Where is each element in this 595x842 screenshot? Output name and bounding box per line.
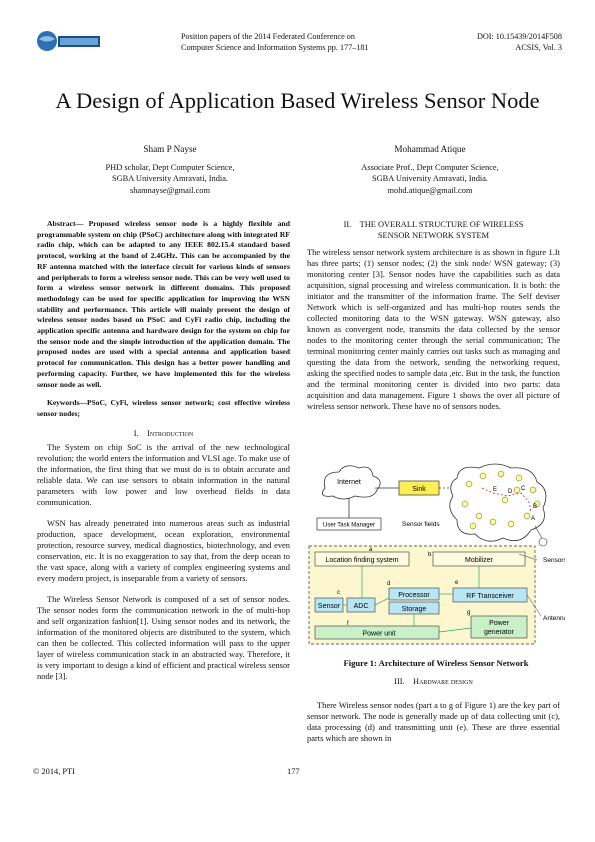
header-doi: DOI: 10.15439/2014F508 ACSIS, Vol. 3 — [476, 32, 562, 52]
hardware-body — [307, 700, 560, 744]
figure-caption: Figure 1: Architecture of Wireless Sensor Network — [343, 658, 529, 668]
publisher-logo — [36, 30, 102, 52]
sensors-label: Sensors — [543, 557, 565, 564]
author-2 — [300, 144, 560, 196]
section-heading-hardware: III. Hardware design — [394, 677, 473, 686]
author-affiliation: Associate Prof., Dept Computer Science, — [361, 162, 499, 172]
introduction-body — [37, 442, 290, 682]
svg-text:f: f — [347, 621, 349, 627]
svg-text:generator: generator — [484, 629, 514, 636]
paper-title: A Design of Application Based Wireless Sensor Node — [55, 88, 540, 113]
svg-text:a: a — [369, 547, 373, 553]
svg-text:RF Transceiver: RF Transceiver — [466, 593, 514, 600]
paragraph: WSN has already penetrated into numerous areas such as industrial production, space development, ocean exploration, environmental protection, resource survey, medical diagnostics, biotechnology, and even conservation, etc. It is no exaggeration to say that, from the deep ocean to the vast space, along with a variety of complex engineering systems and every modern project, is inseparable from a variety of sensors. — [37, 517, 290, 583]
footer-page-number: 177 — [287, 767, 300, 776]
svg-text:Sensor: Sensor — [317, 603, 341, 610]
header-conference: Position papers of the 2014 Federated Conference on Computer Science and Information Systems pp. 177–181 — [181, 32, 369, 52]
paragraph: The System on chip SoC is the arrival of the new technological revolution; the world enters the information and VLSI age. To make use of the information, the first thing that we must do is to obtain accurate and reliable data. We can use sensors to obtain information in the natural parameters with low power and low overhead fields in data communication. — [37, 441, 290, 507]
svg-text:Power unit: Power unit — [362, 630, 396, 638]
right-column — [307, 219, 560, 412]
internet-cloud — [322, 466, 380, 499]
figure-architecture — [307, 460, 565, 652]
keywords: Keywords—PSoC, CyFi, wireless sensor network; cost effective wireless sensor nodes; — [37, 398, 290, 418]
sensor-field-cloud — [450, 464, 546, 541]
section-heading-introduction: I. Introduction — [133, 428, 194, 438]
structure-body — [307, 247, 560, 412]
author-affiliation: PHD scholar, Dept Computer Science, — [105, 162, 235, 172]
svg-text:ADC: ADC — [353, 603, 369, 610]
svg-text:E: E — [493, 487, 498, 493]
storage-box — [389, 602, 439, 614]
svg-text:D: D — [508, 489, 513, 495]
author-email: mohd.atique@gmail.com — [387, 185, 473, 195]
svg-text:Power: Power — [489, 620, 509, 627]
svg-text:d: d — [387, 581, 391, 587]
section-heading-structure: II. THE OVERALL STRUCTURE OF WIRELESS SENSOR NETWORK SYSTEM — [343, 220, 524, 240]
svg-text:Processor: Processor — [398, 592, 430, 599]
author-name: Sham P Nayse — [143, 144, 197, 154]
adc-box — [347, 598, 375, 612]
svg-text:e: e — [455, 580, 459, 586]
user-task-manager-box — [317, 518, 381, 530]
paragraph: There Wireless sensor nodes (part a to g of Figure 1) are the key part of sensor network. The node is generally made up of data collecting unit (c), data processing (d) and transmitting unit (e). These are three essential parts which are shown in — [307, 700, 560, 743]
svg-text:A: A — [531, 516, 536, 522]
left-column — [37, 219, 290, 682]
footer-copyright: © 2014, PTI — [33, 767, 75, 776]
sensor-fields-label: Sensor fields — [402, 521, 440, 528]
paragraph: The Wireless Sensor Network is composed of a set of sensor nodes. The sensor nodes form the communication network in the of multi-hop and self organization fashion[1]. Using sensor nodes and its network, the information of the monitored objects are distributed to the system, which can then be collected. This collected information will pass to the upper layer of wireless communication stack in an abstracted way. Therefore, it is very important to design a kind of efficient and practical wireless sensor node [3]. — [37, 593, 290, 681]
author-affiliation: SGBA University Amravati, India. — [371, 174, 489, 183]
author-1 — [40, 144, 300, 196]
svg-text:Mobilizer: Mobilizer — [464, 557, 494, 564]
author-name: Mohammad Atique — [394, 144, 466, 154]
mobilizer-box — [428, 552, 525, 566]
svg-text:Storage: Storage — [401, 606, 427, 613]
svg-text:c: c — [337, 590, 340, 596]
svg-text:User Task Manager: User Task Manager — [323, 522, 375, 529]
svg-text:Location finding system: Location finding system — [325, 557, 399, 564]
sink-box — [399, 481, 439, 495]
svg-text:B: B — [533, 504, 538, 510]
paragraph: The wireless sensor network system architecture is as shown in figure 1.It has three parts; (1) sensor nodes; (2) the sink node/ WSN gateway; (3) monitoring center [3]. Sensor nodes have the capabilities such as data acquisition, signal processing and wireless communication. It is both: the initiator and the transmitter of the information frame. The Self deviser Network which is self-organized and has multi-hop routes sends the collected monitoring data to the WSN gateway. WSN gateway, also known as convergent node, transmits the data collected by the sensor nodes to the monitoring center through the serial communication; The terminal monitoring center mainly carries out tasks such as managing and questing the data from the network, sending the networking request, asking the specified nodes to sample data ,etc. But in the task, the function and the terminal monitoring center is divided into two parts: data acquisition and data management. Figure 1 shows the over all picture of wireless sensor network. These have no of sensors nodes. — [307, 247, 560, 411]
abstract: Abstract— Proposed wireless sensor node is a highly flexible and programmable system on chip (PSoC) architecture along with integrated RF radio chip, which can be adapted to any IEEE 802.15.4 standard based protocol, working at the band of 2.4GHz. This can be accompanied by the RF antenna matched with the interface circuit for various kinds of sensors and peripherals to form a wireless sensor node. This can be very well used to form a wireless sensor network in different domains. This proposed methodology can be used for specific application for improving the WSN stability and performance. This article will mainly present the design of wireless sensor nodes based on PSoC and CyFi radio chip, including the application specific antenna and hardware design for the system on chip for the sensor node and the simple introduction of the application domain. The proposed nodes are used with a special antenna and application based protocol for communication. This design has a better power handling and performing capacity. Further, we have implemented this for the wireless sensor node as well. — [37, 219, 290, 389]
svg-text:g: g — [467, 610, 471, 616]
internet-label: Internet — [337, 479, 361, 486]
svg-text:Sink: Sink — [412, 486, 426, 493]
author-affiliation: SGBA University Amravati, India. — [111, 174, 229, 183]
author-email: shamnayse@gmail.com — [129, 185, 211, 195]
antenna-label: Antenna — [543, 615, 565, 622]
svg-text:b: b — [428, 552, 432, 558]
svg-text:C: C — [521, 486, 526, 492]
